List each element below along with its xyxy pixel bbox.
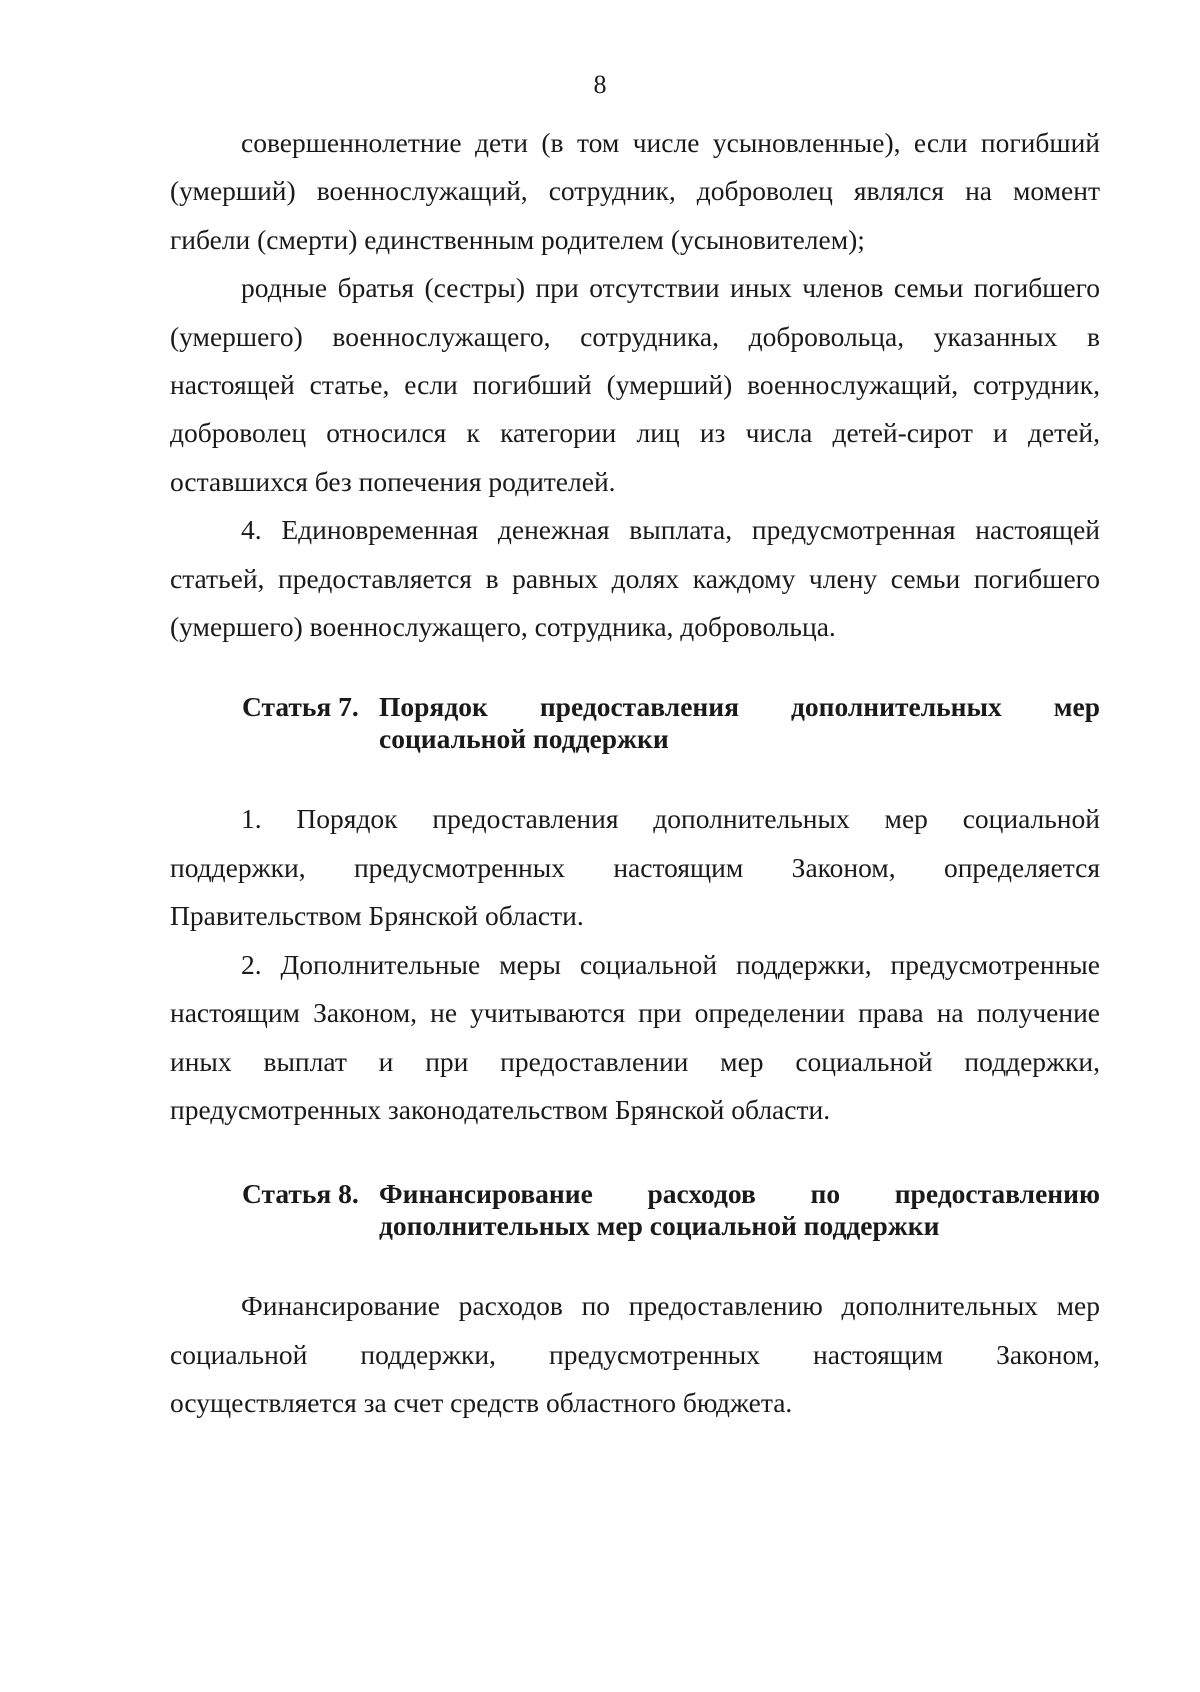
article-8-paragraph-1: Финансирование расходов по предоставлению дополнительных мер социальной поддержки, предусмотренных настоящим Законом, осуществляется за счет средств областного бюджета.: [170, 1290, 1100, 1419]
paragraph-siblings: родные братья (сестры) при отсутствии иных членов семьи погибшего (умершего) военнослужащего, сотрудника, добровольца, указанных в настоящей статье, если погибший (умерший) военнослужащий, сотрудник, доброволец относился к категории лиц из числа детей-сирот и детей, оставшихся без попечения родителей.: [170, 272, 1100, 497]
article-7-paragraph-1: 1. Порядок предоставления дополнительных мер социальной поддержки, предусмотренных настоящим Законом, определяется Правительством Брянской области.: [170, 803, 1100, 932]
article-8-title: [379, 1178, 1100, 1242]
article-8-heading: [170, 1178, 1100, 1242]
article-8-title-line2: дополнительных мер социальной поддержки: [379, 1210, 940, 1242]
article-7-title: [379, 691, 1100, 755]
paragraph-adult-children: совершеннолетние дети (в том числе усыновленные), если погибший (умерший) военнослужащий, сотрудник, доброволец являлся на момент гибели (смерти) единственным родителем (усыновителем);: [170, 127, 1100, 255]
page-number: 8: [593, 70, 607, 99]
paragraph-item-4: 4. Единовременная денежная выплата, предусмотренная настоящей статьей, предоставляется в равных долях каждому члену семьи погибшего (умершего) военнослужащего, сотрудника, добровольца.: [170, 514, 1100, 643]
document-body: [170, 119, 1100, 1428]
article-8-number: Статья 8.: [242, 1178, 359, 1210]
article-7-heading: [170, 691, 1100, 755]
article-7-number: Статья 7.: [242, 691, 359, 723]
article-7-paragraph-2: 2. Дополнительные меры социальной поддержки, предусмотренные настоящим Законом, не учитываются при определении права на получение иных выплат и при предоставлении мер социальной поддержки, предусмотренных законодательством Брянской области.: [170, 948, 1100, 1125]
article-7-title-line2: социальной поддержки: [379, 723, 669, 755]
article-8-title-line1: Финансирование расходов по предоставлению: [379, 1178, 1100, 1210]
article-7-title-line1: Порядок предоставления дополнительных мер: [379, 691, 1100, 723]
